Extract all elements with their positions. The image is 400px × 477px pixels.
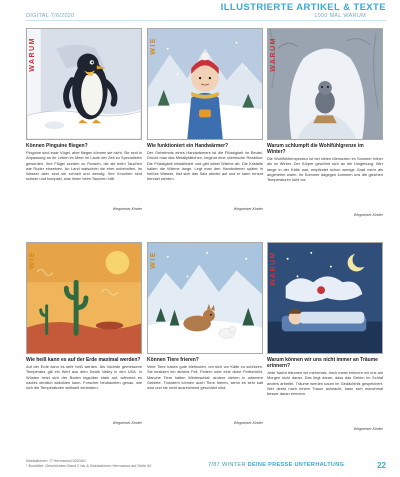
dream-illustration — [267, 242, 383, 354]
card-answer: Viele Tiere haben gute Methoden, um sich vor Kälte zu schützen. Sie besitzen ein dichtes Fell, Federn oder eine dicke Fettschicht. Manche Tiere halten Winterschlaf, andere ziehen in wärmere Gebiete. Trotzdem können auch Tiere frieren, wenn es sehr kalt wird und sie nicht ausreichend geschützt sind. — [147, 364, 263, 391]
category-tag: WARUM — [270, 37, 277, 72]
header-divider — [26, 20, 386, 21]
article-card-animals — [147, 242, 263, 425]
issue-label: DIGITAL 7/6/2020 — [26, 13, 75, 19]
article-card-penguins — [26, 28, 142, 211]
footer-credits — [26, 459, 151, 469]
card-answer: Auf der Erde kann es sehr heiß werden. Als höchste gemessene Temperatur gilt ein Wert aus dem Death Valley in den USA. In Wüsten heizt sich der Boden tagsüber stark auf, während es nachts deutlich abkühlen kann. Forscher beobachten genau, wie sich die Temperaturen weltweit verändern. — [26, 364, 142, 391]
card-question: Können Pinguine fliegen? — [26, 143, 88, 149]
category-tag: WIE — [29, 251, 36, 269]
child-in-snow-illustration — [147, 28, 263, 140]
cave-illustration — [267, 28, 383, 140]
credit-line: Illustrationen: © Hermanus/1000AG — [26, 459, 86, 463]
card-author: Wegweiser-Kinder — [233, 421, 263, 425]
category-tag: WARUM — [270, 251, 277, 286]
credit-line: * Buchtitel: Geschichten Band 2 bis & Illustrationen Hermanus auf Seite 40 — [26, 464, 152, 468]
penguin-illustration — [26, 28, 142, 140]
article-card-comfort — [267, 28, 383, 217]
article-card-heat — [26, 242, 142, 425]
card-author: Wegweiser-Kinder — [112, 421, 142, 425]
card-question: Wie funktioniert ein Handwärmer? — [147, 143, 229, 149]
snow-animals-illustration — [147, 242, 263, 354]
card-question: Warum können wir uns nicht immer an Träume erinnern? — [267, 357, 378, 369]
card-answer: Jede Nacht träumen wir mehrmals, doch meist erinnern wir uns am Morgen nicht daran. Das liegt daran, dass das Gehirn im Schlaf anders arbeitet. Träume werden kaum im Gedächtnis gespeichert. Wer direkt nach einem Traum aufwacht, kann sich manchmal besser daran erinnern. — [267, 370, 383, 397]
desert-heat-illustration — [26, 242, 142, 354]
series-label: 1000 MAL WARUM — [314, 13, 366, 19]
article-card-handwarmer — [147, 28, 263, 211]
category-tag: WIE — [150, 251, 157, 269]
card-author: Wegweiser-Kinder — [353, 213, 383, 217]
page-header — [0, 0, 400, 21]
card-author: Wegweiser-Kinder — [112, 207, 142, 211]
section-title: ILLUSTRIERTE ARTIKEL & TEXTE — [220, 2, 386, 13]
card-question: Warum schlumpft die Wohlfühlgrenze im Winter? — [267, 143, 364, 155]
article-card-dreams — [267, 242, 383, 431]
card-author: Wegweiser-Kinder — [233, 207, 263, 211]
category-tag: WIE — [150, 37, 157, 55]
category-tag: WARUM — [29, 37, 36, 72]
magazine-name: DEINE PRESSE UNTERHALTUNG — [247, 462, 345, 468]
card-answer: Die Wohlfühltemperatur ist bei vielen Menschen im Sommer höher als im Winter. Der Körper gewöhnt sich an die Umgebung. Wer lange in der Kälte war, empfindet schon wenige Grad mehr als angenehm warm. Im Sommer dagegen kommen uns die gleichen Temperaturen kühl vor. — [267, 156, 383, 183]
card-answer: Der Geheimnis eines Handwärmers ist die Flüssigkeit im Beutel. Drückt man das Metallplättchen, beginnt eine chemische Reaktion: Die Flüssigkeit kristallisiert und gibt dabei Wärme ab. Die Kristalle halten die Wärme lange. Legt man den Handwärmer später in heißes Wasser, löst sich das Salz wieder auf und er kann erneut benutzt werden. — [147, 150, 263, 182]
magazine-footer — [208, 462, 344, 468]
page-number: 22 — [377, 461, 386, 470]
card-question: Können Tiere frieren? — [147, 357, 199, 363]
card-answer: Pinguine sind zwar Vögel, aber fliegen können sie nicht. Sie sind in Anpassung an ihr Leben im Meer im Laufe der Zeit zu Spezialisten geworden. Ihre Flügel wurden zu Flossen, die sie beim Tauchen wie Ruder einsetzen. An Land watscheln sie eher unbeholfen, im Wasser aber sind sie schnell und wendig. Ihre Knochen sind schwer und kompakt, was ihnen beim Tauchen hilft. — [26, 150, 142, 182]
card-author: Wegweiser-Kinder — [353, 427, 383, 431]
card-question: Wie heiß kann es auf der Erde maximal werden? — [26, 357, 141, 363]
magazine-issue: 7/87 WINTER — [208, 462, 246, 468]
